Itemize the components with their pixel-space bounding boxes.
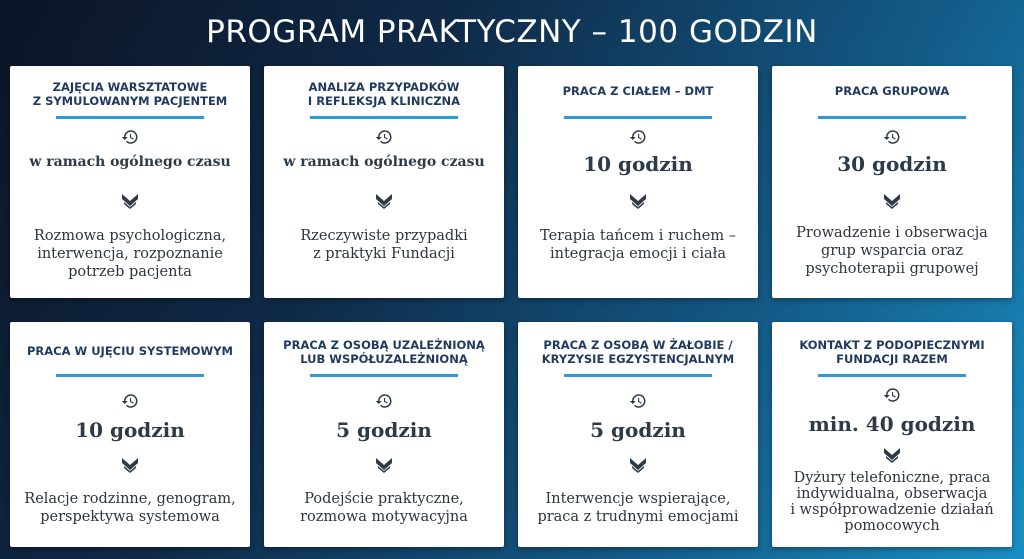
card-heading-line: I REFLEKSJA KLINICZNA [307,94,461,108]
card-divider [310,116,458,119]
card-heading-line: ZAJĘCIA WARSZTATOWE [52,80,208,94]
card-desc-line: z praktyki Fundacji [313,246,455,262]
history-clock-icon [629,392,647,410]
card-heading-line: KONTAKT Z PODOPIECZNYMI [799,338,985,352]
chevron-down-icon [120,456,140,474]
card-desc-line: grup wsparcia oraz [820,243,964,259]
card-description [270,227,498,263]
card-hours: 30 godzin [837,152,947,176]
card-heading [780,338,1004,366]
page-title: PROGRAM PRAKTYCZNY – 100 GODZIN [206,14,818,50]
card-desc-line: i współprowadzenie działań [790,502,994,518]
card-desc-line: rozmowa motywacyjna [300,509,468,525]
card-desc-line: Podejście praktyczne, [304,491,464,507]
card-hours: 10 godzin [583,152,693,176]
card-heading [18,80,242,108]
card-description [16,490,244,526]
card-heading-line: Z SYMULOWANYM PACJENTEM [32,94,228,108]
card-hours: 5 godzin [336,418,432,442]
card-divider [56,116,204,119]
card-desc-line: Terapia tańcem i ruchem – [540,228,736,244]
card-heading [18,344,242,358]
card-heading [526,84,750,98]
history-clock-icon [375,392,393,410]
card-divider [818,116,966,119]
chevron-down-icon [882,446,902,464]
card-description [778,224,1006,278]
card-desc-line: Prowadzenie i obserwacja [796,225,988,241]
history-clock-icon [375,128,393,146]
card-divider [310,374,458,377]
card-description [524,227,752,263]
card-description [270,490,498,526]
card-heading-line: PRACA Z OSOBĄ W ŻAŁOBIE / [543,338,733,352]
card-heading [526,338,750,366]
card-heading [272,338,496,366]
card-group-work [772,66,1012,298]
history-clock-icon [883,128,901,146]
card-heading-line: PRACA W UJĘCIU SYSTEMOWYM [26,344,234,358]
card-heading-line: FUNDACJI RAZEM [836,352,948,366]
card-desc-line: Relacje rodzinne, genogram, [24,491,236,507]
chevron-down-icon [628,456,648,474]
chevron-down-icon [882,192,902,210]
card-desc-line: pomocowych [844,518,940,534]
history-clock-icon [883,386,901,404]
card-contact [772,322,1012,547]
card-divider [818,374,966,377]
card-heading-line: LUB WSPÓŁUZALEŻNIONĄ [300,352,468,366]
card-heading-line: ANALIZA PRZYPADKÓW [308,80,460,94]
card-description [524,490,752,526]
card-heading [272,80,496,108]
card-heading-line: PRACA Z CIAŁEM – DMT [562,84,714,98]
card-case-analysis [264,66,504,298]
card-desc-line: Interwencje wspierające, [545,491,731,507]
card-desc-line: integracja emocji i ciała [549,246,727,262]
card-hours: 5 godzin [590,418,686,442]
card-addiction [264,322,504,547]
history-clock-icon [121,392,139,410]
card-desc-line: perspektywa systemowa [40,509,220,525]
card-divider [56,374,204,377]
card-hours: w ramach ogólnego czasu [283,154,485,170]
card-divider [564,116,712,119]
card-desc-line: potrzeb pacjenta [68,264,192,280]
chevron-down-icon [374,192,394,210]
card-desc-line: psychoterapii grupowej [805,261,979,277]
card-heading-line: KRYZYSIE EGZYSTENCJALNYM [541,352,735,366]
card-divider [564,374,712,377]
card-heading-line: PRACA GRUPOWA [834,84,950,98]
card-heading [780,84,1004,98]
chevron-down-icon [120,192,140,210]
card-desc-line: Dyżury telefoniczne, praca [793,470,991,486]
card-desc-line: interwencja, rozpoznanie [37,246,223,262]
card-systemic [10,322,250,547]
card-desc-line: indywidualna, obserwacja [796,486,988,502]
card-workshop [10,66,250,298]
card-description [16,227,244,281]
history-clock-icon [629,128,647,146]
card-description [778,470,1006,534]
history-clock-icon [121,128,139,146]
card-hours: w ramach ogólnego czasu [29,154,231,170]
card-grief [518,322,758,547]
card-hours: min. 40 godzin [808,412,976,436]
card-desc-line: praca z trudnymi emocjami [537,509,739,525]
card-hours: 10 godzin [75,418,185,442]
card-heading-line: PRACA Z OSOBĄ UZALEŻNIONĄ [283,338,485,352]
card-body-dmt [518,66,758,298]
card-desc-line: Rzeczywiste przypadki [300,228,468,244]
chevron-down-icon [374,456,394,474]
chevron-down-icon [628,192,648,210]
card-desc-line: Rozmowa psychologiczna, [33,228,227,244]
